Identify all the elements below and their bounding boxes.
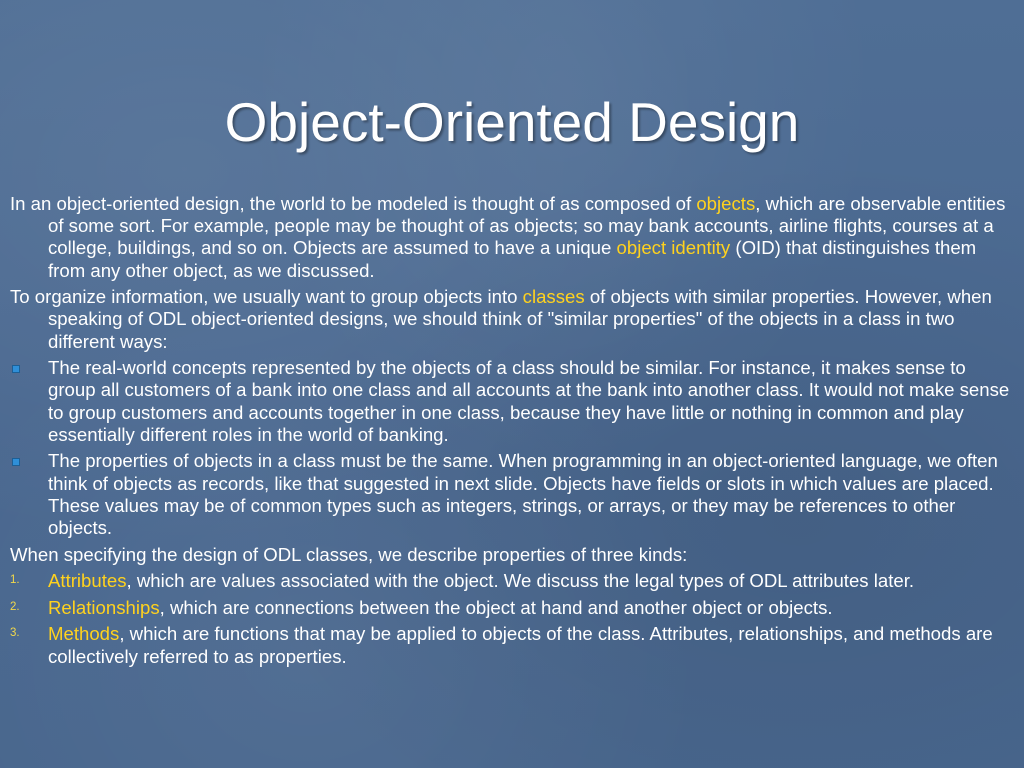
- paragraph-text: of objects with similar properties. However, when speaking of ODL object-oriented designs, we should think of "similar properties" of the objects in a class in two different ways:: [48, 286, 992, 352]
- bullet-item: [10, 357, 1014, 446]
- numbered-item-text: , which are connections between the object at hand and another object or objects.: [159, 596, 833, 618]
- keyword-classes: classes: [522, 286, 585, 308]
- list-number: 3.: [10, 627, 20, 640]
- bullet-text: The properties of objects in a class must be the same. When programming in an object-oriented language, we often think of objects as records, like that suggested in next slide. Objects have fields or slots in which values are placed. These values may be of common types such as integers, strings, or arrays, or they may be references to other objects.: [48, 450, 998, 539]
- paragraph-classes: [10, 286, 1014, 353]
- paragraph-text: In an object-oriented design, the world to be modeled is thought of as composed of: [10, 193, 697, 214]
- keyword-objects: objects: [696, 193, 756, 214]
- square-bullet-icon: [12, 458, 20, 466]
- paragraph-text: (OID) that distinguishes them from any other object, as we discussed.: [48, 237, 977, 281]
- slide-body: [10, 193, 1014, 672]
- paragraph-text: To organize information, we usually want to group objects into: [10, 286, 523, 308]
- numbered-item-text: , which are values associated with the object. We discuss the legal types of ODL attributes later.: [126, 570, 915, 592]
- keyword-attributes: Attributes: [48, 570, 127, 592]
- numbered-item-methods: [10, 623, 1014, 667]
- list-number: 2.: [10, 600, 20, 613]
- square-bullet-icon: [12, 365, 20, 373]
- keyword-object-identity: object identity: [616, 237, 731, 259]
- keyword-methods: Methods: [48, 623, 120, 645]
- numbered-item-attributes: [10, 570, 1014, 592]
- numbered-item-text: , which are functions that may be applied to objects of the class. Attributes, relationships, and methods are collectively referred to as properties.: [48, 623, 993, 667]
- paragraph-objects: [10, 193, 1014, 282]
- slide-title: Object-Oriented Design: [224, 91, 800, 153]
- paragraph-text: , which are observable entities of some sort. For example, people may be thought of as objects; so may bank accounts, airline flights, courses at a college, buildings, and so on. Objects are assumed to have a unique: [48, 193, 1006, 259]
- list-number: 1.: [10, 574, 20, 587]
- keyword-relationships: Relationships: [48, 596, 160, 618]
- bullet-text: The real-world concepts represented by the objects of a class should be similar. For instance, it makes sense to group all customers of a bank into one class and all accounts at the bank into another class. It would not make sense to group customers and accounts together in one class, because they have little or nothing in common and play essentially different roles in the world of banking.: [48, 357, 1010, 445]
- numbered-item-relationships: [10, 597, 1014, 619]
- bullet-item: [10, 450, 1014, 539]
- paragraph-properties-intro: When specifying the design of ODL classes, we describe properties of three kinds:: [10, 543, 688, 565]
